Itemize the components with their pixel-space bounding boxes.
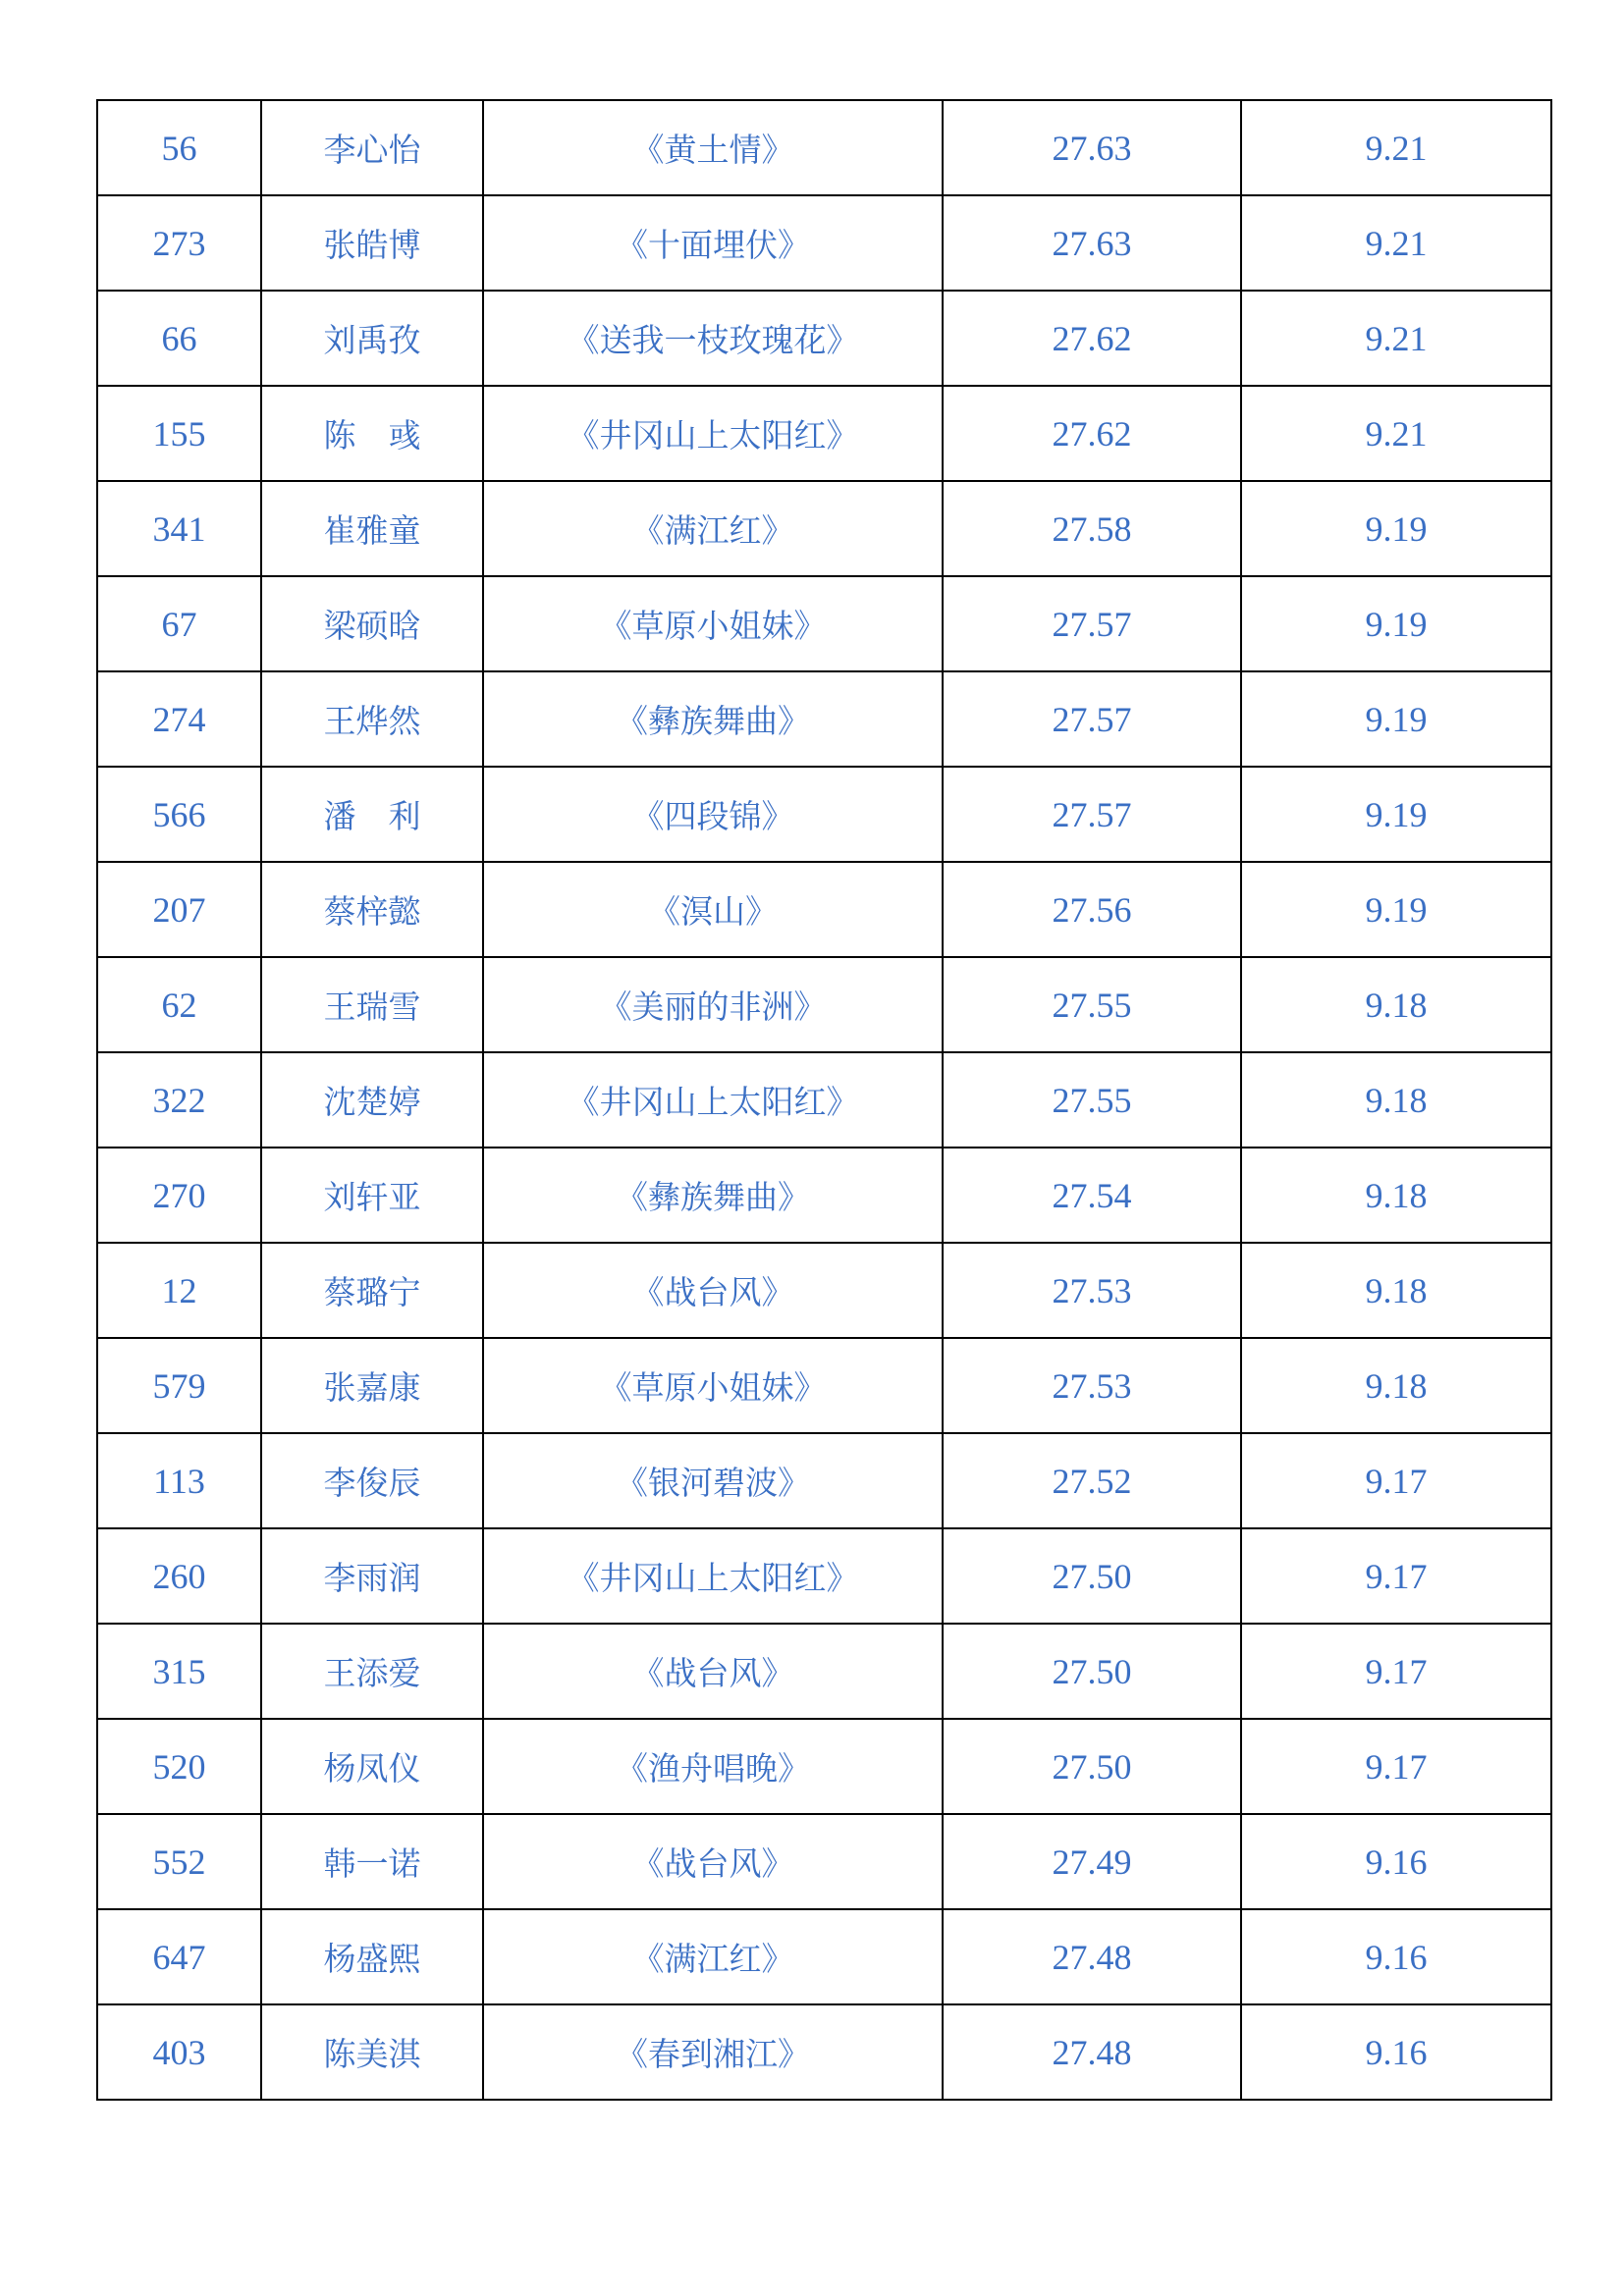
average-score-cell: 9.19 xyxy=(1241,576,1551,671)
contestant-number-cell: 66 xyxy=(97,291,261,386)
piece-title-cell: 《春到湘江》 xyxy=(483,2004,943,2100)
table-row xyxy=(97,291,1551,386)
average-score-cell: 9.19 xyxy=(1241,767,1551,862)
table-row xyxy=(97,1719,1551,1814)
contestant-number-cell: 341 xyxy=(97,481,261,576)
contestant-name-cell: 陈 彧 xyxy=(261,386,483,481)
table-row xyxy=(97,1528,1551,1624)
total-score-cell: 27.62 xyxy=(943,386,1241,481)
contestant-name-cell: 蔡璐宁 xyxy=(261,1243,483,1338)
piece-title-cell: 《彝族舞曲》 xyxy=(483,1148,943,1243)
table-row xyxy=(97,386,1551,481)
average-score-cell: 9.21 xyxy=(1241,195,1551,291)
table-row xyxy=(97,1052,1551,1148)
total-score-cell: 27.57 xyxy=(943,576,1241,671)
total-score-cell: 27.48 xyxy=(943,2004,1241,2100)
piece-title-cell: 《满江红》 xyxy=(483,481,943,576)
table-row xyxy=(97,957,1551,1052)
contestant-name-cell: 陈美淇 xyxy=(261,2004,483,2100)
piece-title-cell: 《溟山》 xyxy=(483,862,943,957)
total-score-cell: 27.55 xyxy=(943,1052,1241,1148)
contestant-number-cell: 207 xyxy=(97,862,261,957)
average-score-cell: 9.19 xyxy=(1241,671,1551,767)
contestant-number-cell: 260 xyxy=(97,1528,261,1624)
total-score-cell: 27.50 xyxy=(943,1624,1241,1719)
piece-title-cell: 《井冈山上太阳红》 xyxy=(483,1528,943,1624)
table-row xyxy=(97,1338,1551,1433)
contestant-number-cell: 56 xyxy=(97,100,261,195)
contestant-name-cell: 李心怡 xyxy=(261,100,483,195)
contestant-name-cell: 杨盛熙 xyxy=(261,1909,483,2004)
total-score-cell: 27.52 xyxy=(943,1433,1241,1528)
total-score-cell: 27.48 xyxy=(943,1909,1241,2004)
piece-title-cell: 《满江红》 xyxy=(483,1909,943,2004)
contestant-number-cell: 12 xyxy=(97,1243,261,1338)
contestant-number-cell: 270 xyxy=(97,1148,261,1243)
contestant-name-cell: 潘 利 xyxy=(261,767,483,862)
total-score-cell: 27.57 xyxy=(943,767,1241,862)
table-row xyxy=(97,767,1551,862)
average-score-cell: 9.21 xyxy=(1241,386,1551,481)
results-table xyxy=(96,99,1552,2101)
piece-title-cell: 《草原小姐妹》 xyxy=(483,1338,943,1433)
average-score-cell: 9.18 xyxy=(1241,1052,1551,1148)
contestant-number-cell: 566 xyxy=(97,767,261,862)
average-score-cell: 9.18 xyxy=(1241,1148,1551,1243)
table-row xyxy=(97,1243,1551,1338)
table-row xyxy=(97,195,1551,291)
average-score-cell: 9.18 xyxy=(1241,957,1551,1052)
piece-title-cell: 《渔舟唱晚》 xyxy=(483,1719,943,1814)
table-row xyxy=(97,671,1551,767)
table-row xyxy=(97,2004,1551,2100)
piece-title-cell: 《战台风》 xyxy=(483,1243,943,1338)
table-row xyxy=(97,862,1551,957)
piece-title-cell: 《十面埋伏》 xyxy=(483,195,943,291)
piece-title-cell: 《送我一枝玫瑰花》 xyxy=(483,291,943,386)
contestant-number-cell: 552 xyxy=(97,1814,261,1909)
contestant-name-cell: 刘轩亚 xyxy=(261,1148,483,1243)
piece-title-cell: 《井冈山上太阳红》 xyxy=(483,386,943,481)
average-score-cell: 9.21 xyxy=(1241,100,1551,195)
contestant-name-cell: 王烨然 xyxy=(261,671,483,767)
contestant-number-cell: 647 xyxy=(97,1909,261,2004)
average-score-cell: 9.19 xyxy=(1241,481,1551,576)
average-score-cell: 9.17 xyxy=(1241,1528,1551,1624)
table-row xyxy=(97,576,1551,671)
average-score-cell: 9.16 xyxy=(1241,1814,1551,1909)
contestant-number-cell: 62 xyxy=(97,957,261,1052)
contestant-number-cell: 67 xyxy=(97,576,261,671)
piece-title-cell: 《战台风》 xyxy=(483,1624,943,1719)
total-score-cell: 27.53 xyxy=(943,1243,1241,1338)
total-score-cell: 27.56 xyxy=(943,862,1241,957)
total-score-cell: 27.54 xyxy=(943,1148,1241,1243)
total-score-cell: 27.57 xyxy=(943,671,1241,767)
contestant-number-cell: 520 xyxy=(97,1719,261,1814)
contestant-name-cell: 蔡梓懿 xyxy=(261,862,483,957)
table-row xyxy=(97,100,1551,195)
contestant-number-cell: 315 xyxy=(97,1624,261,1719)
piece-title-cell: 《彝族舞曲》 xyxy=(483,671,943,767)
piece-title-cell: 《战台风》 xyxy=(483,1814,943,1909)
average-score-cell: 9.17 xyxy=(1241,1433,1551,1528)
piece-title-cell: 《美丽的非洲》 xyxy=(483,957,943,1052)
contestant-number-cell: 579 xyxy=(97,1338,261,1433)
total-score-cell: 27.50 xyxy=(943,1528,1241,1624)
contestant-name-cell: 李雨润 xyxy=(261,1528,483,1624)
contestant-number-cell: 322 xyxy=(97,1052,261,1148)
average-score-cell: 9.17 xyxy=(1241,1719,1551,1814)
table-row xyxy=(97,481,1551,576)
average-score-cell: 9.18 xyxy=(1241,1243,1551,1338)
contestant-name-cell: 刘禹孜 xyxy=(261,291,483,386)
total-score-cell: 27.55 xyxy=(943,957,1241,1052)
total-score-cell: 27.62 xyxy=(943,291,1241,386)
table-row xyxy=(97,1909,1551,2004)
table-row xyxy=(97,1624,1551,1719)
average-score-cell: 9.18 xyxy=(1241,1338,1551,1433)
table-row xyxy=(97,1433,1551,1528)
average-score-cell: 9.21 xyxy=(1241,291,1551,386)
average-score-cell: 9.16 xyxy=(1241,1909,1551,2004)
contestant-number-cell: 113 xyxy=(97,1433,261,1528)
contestant-name-cell: 张皓博 xyxy=(261,195,483,291)
contestant-number-cell: 273 xyxy=(97,195,261,291)
contestant-name-cell: 崔雅童 xyxy=(261,481,483,576)
contestant-number-cell: 155 xyxy=(97,386,261,481)
average-score-cell: 9.16 xyxy=(1241,2004,1551,2100)
piece-title-cell: 《黄土情》 xyxy=(483,100,943,195)
table-row xyxy=(97,1148,1551,1243)
total-score-cell: 27.50 xyxy=(943,1719,1241,1814)
contestant-name-cell: 沈楚婷 xyxy=(261,1052,483,1148)
contestant-name-cell: 杨凤仪 xyxy=(261,1719,483,1814)
total-score-cell: 27.63 xyxy=(943,195,1241,291)
piece-title-cell: 《草原小姐妹》 xyxy=(483,576,943,671)
table-row xyxy=(97,1814,1551,1909)
piece-title-cell: 《银河碧波》 xyxy=(483,1433,943,1528)
contestant-name-cell: 李俊辰 xyxy=(261,1433,483,1528)
contestant-number-cell: 403 xyxy=(97,2004,261,2100)
contestant-name-cell: 梁硕晗 xyxy=(261,576,483,671)
total-score-cell: 27.63 xyxy=(943,100,1241,195)
piece-title-cell: 《四段锦》 xyxy=(483,767,943,862)
average-score-cell: 9.17 xyxy=(1241,1624,1551,1719)
contestant-name-cell: 张嘉康 xyxy=(261,1338,483,1433)
total-score-cell: 27.49 xyxy=(943,1814,1241,1909)
total-score-cell: 27.58 xyxy=(943,481,1241,576)
piece-title-cell: 《井冈山上太阳红》 xyxy=(483,1052,943,1148)
contestant-name-cell: 王瑞雪 xyxy=(261,957,483,1052)
contestant-name-cell: 韩一诺 xyxy=(261,1814,483,1909)
results-table-body xyxy=(97,100,1551,2100)
total-score-cell: 27.53 xyxy=(943,1338,1241,1433)
average-score-cell: 9.19 xyxy=(1241,862,1551,957)
contestant-name-cell: 王添爱 xyxy=(261,1624,483,1719)
contestant-number-cell: 274 xyxy=(97,671,261,767)
